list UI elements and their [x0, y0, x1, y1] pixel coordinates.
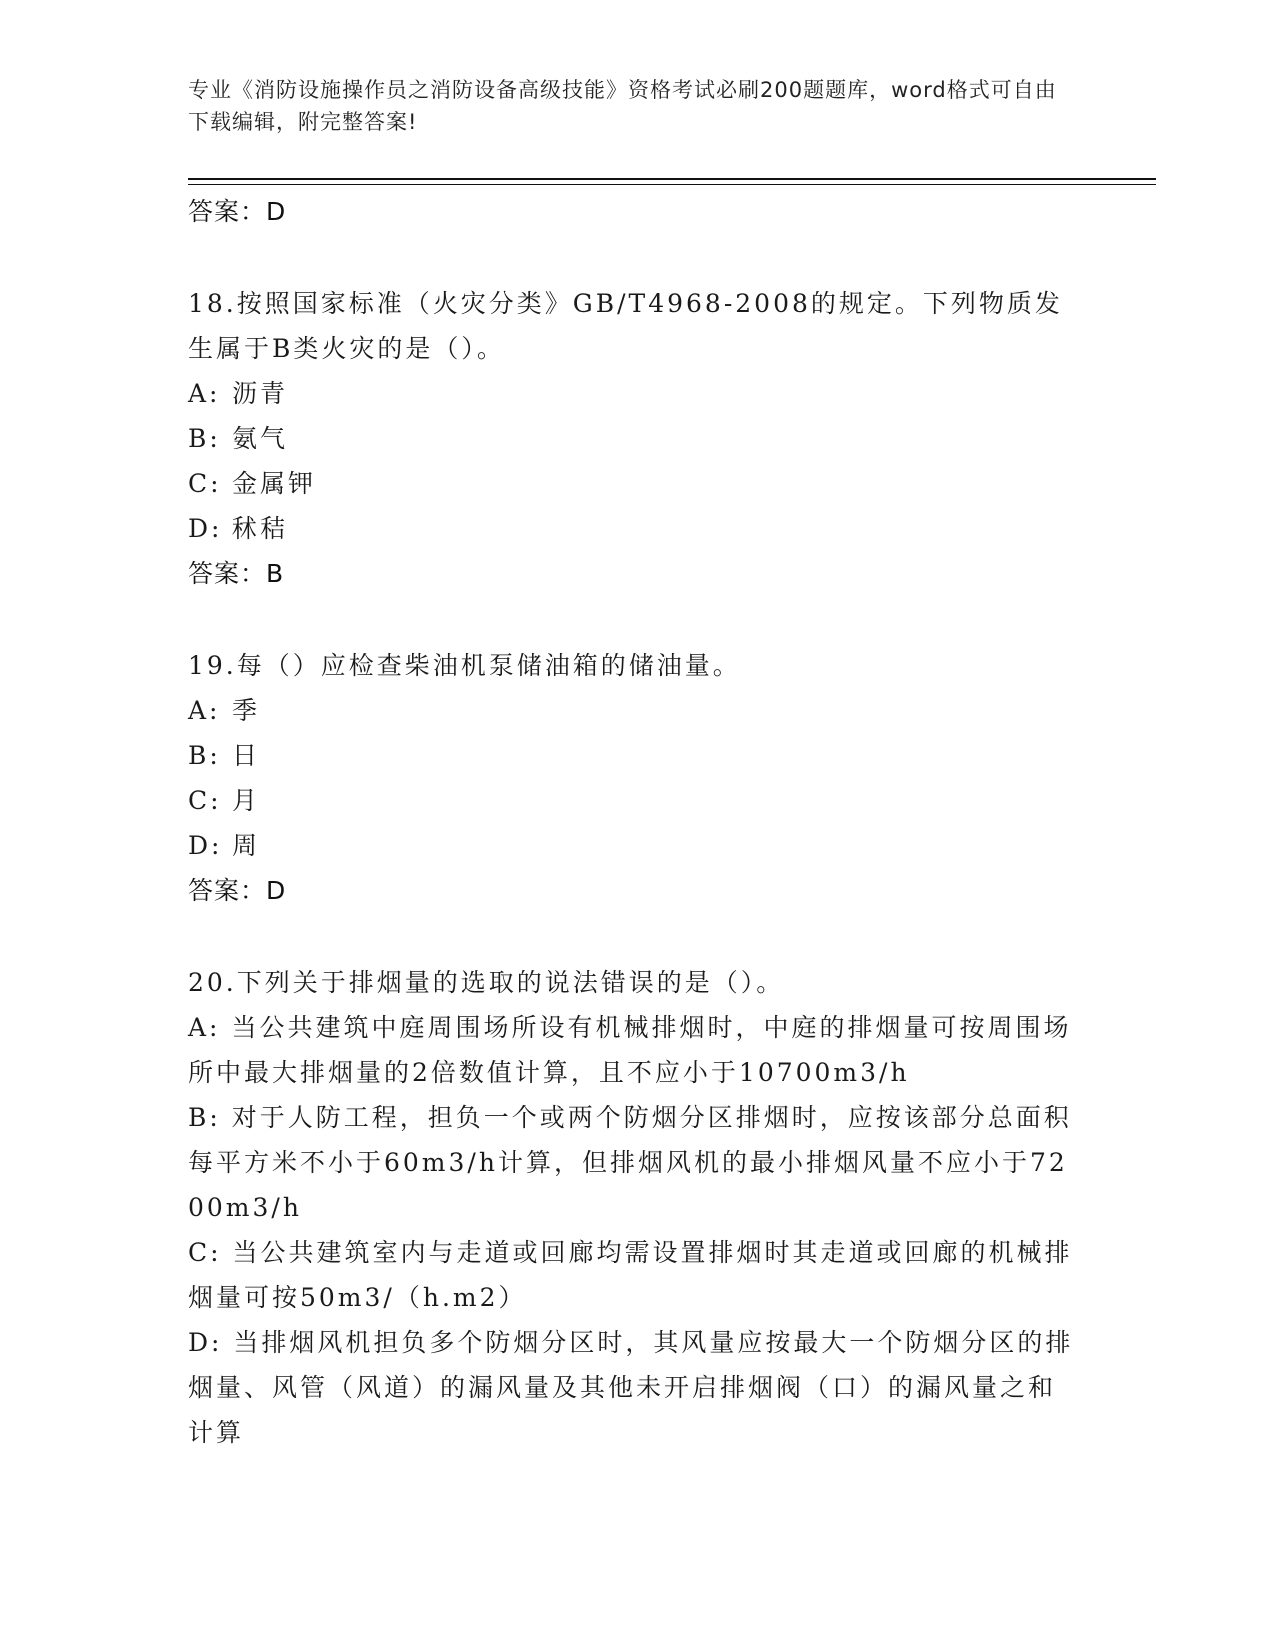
answer-line: 答案：D	[188, 197, 287, 226]
document-body	[188, 189, 1083, 1455]
option-label: D:	[188, 514, 223, 543]
option-line	[188, 461, 1083, 506]
option-label: B:	[188, 1103, 221, 1132]
option-line	[188, 1005, 1083, 1095]
option-label: C:	[188, 469, 222, 498]
spacer	[188, 913, 1083, 960]
option-line	[188, 1320, 1083, 1455]
option-label: D:	[188, 831, 223, 860]
question-block	[188, 960, 1083, 1455]
option-text: 周	[232, 831, 261, 860]
option-label: B:	[188, 741, 221, 770]
option-line	[188, 733, 1083, 778]
header-rule-thick	[188, 178, 1156, 180]
question-stem: 20.下列关于排烟量的选取的说法错误的是（）。	[188, 968, 785, 997]
option-text: 氨气	[232, 424, 289, 453]
option-line	[188, 1230, 1083, 1320]
option-text: 金属钾	[232, 469, 317, 498]
option-text: 月	[232, 786, 261, 815]
option-label: C:	[188, 1238, 222, 1267]
option-label: A:	[188, 379, 221, 408]
option-line	[188, 416, 1083, 461]
question-stem: 19.每（）应检查柴油机泵储油箱的储油量。	[188, 651, 741, 680]
option-label: D:	[188, 1328, 223, 1357]
option-label: B:	[188, 424, 221, 453]
option-label: A:	[188, 696, 221, 725]
question-block	[188, 281, 1083, 596]
option-text: 当公共建筑中庭周围场所设有机械排烟时，中庭的排烟量可按周围场所中最大排烟量的2倍数值计算，且不应小于10700m3/h	[188, 1013, 1072, 1087]
option-line	[188, 688, 1083, 733]
page-header: 专业《消防设施操作员之消防设备高级技能》资格考试必刷200题题库，word格式可自由下载编辑，附完整答案!	[188, 78, 1057, 134]
option-line	[188, 506, 1083, 551]
header-rule-thin	[188, 184, 1156, 185]
answer-line: 答案：D	[188, 876, 287, 905]
option-line	[188, 823, 1083, 868]
answer-line: 答案：B	[188, 559, 285, 588]
option-line	[188, 1095, 1083, 1230]
question-block	[188, 643, 1083, 913]
option-label: C:	[188, 786, 222, 815]
option-text: 当排烟风机担负多个防烟分区时，其风量应按最大一个防烟分区的排烟量、风管（风道）的漏风量及其他未开启排烟阀（口）的漏风量之和计算	[188, 1328, 1074, 1447]
option-line	[188, 371, 1083, 416]
option-text: 沥青	[232, 379, 289, 408]
spacer	[188, 234, 1083, 281]
option-text: 当公共建筑室内与走道或回廊均需设置排烟时其走道或回廊的机械排烟量可按50m3/（h.m2）	[188, 1238, 1073, 1312]
option-label: A:	[188, 1013, 221, 1042]
spacer	[188, 596, 1083, 643]
option-line	[188, 778, 1083, 823]
question-stem: 18.按照国家标准（火灾分类》GB/T4968-2008的规定。下列物质发生属于B类火灾的是（）。	[188, 289, 1063, 363]
option-text: 季	[232, 696, 261, 725]
option-text: 日	[232, 741, 261, 770]
option-text: 秫秸	[232, 514, 289, 543]
option-text: 对于人防工程，担负一个或两个防烟分区排烟时，应按该部分总面积每平方米不小于60m3/h计算，但排烟风机的最小排烟风量不应小于7200m3/h	[188, 1103, 1072, 1222]
